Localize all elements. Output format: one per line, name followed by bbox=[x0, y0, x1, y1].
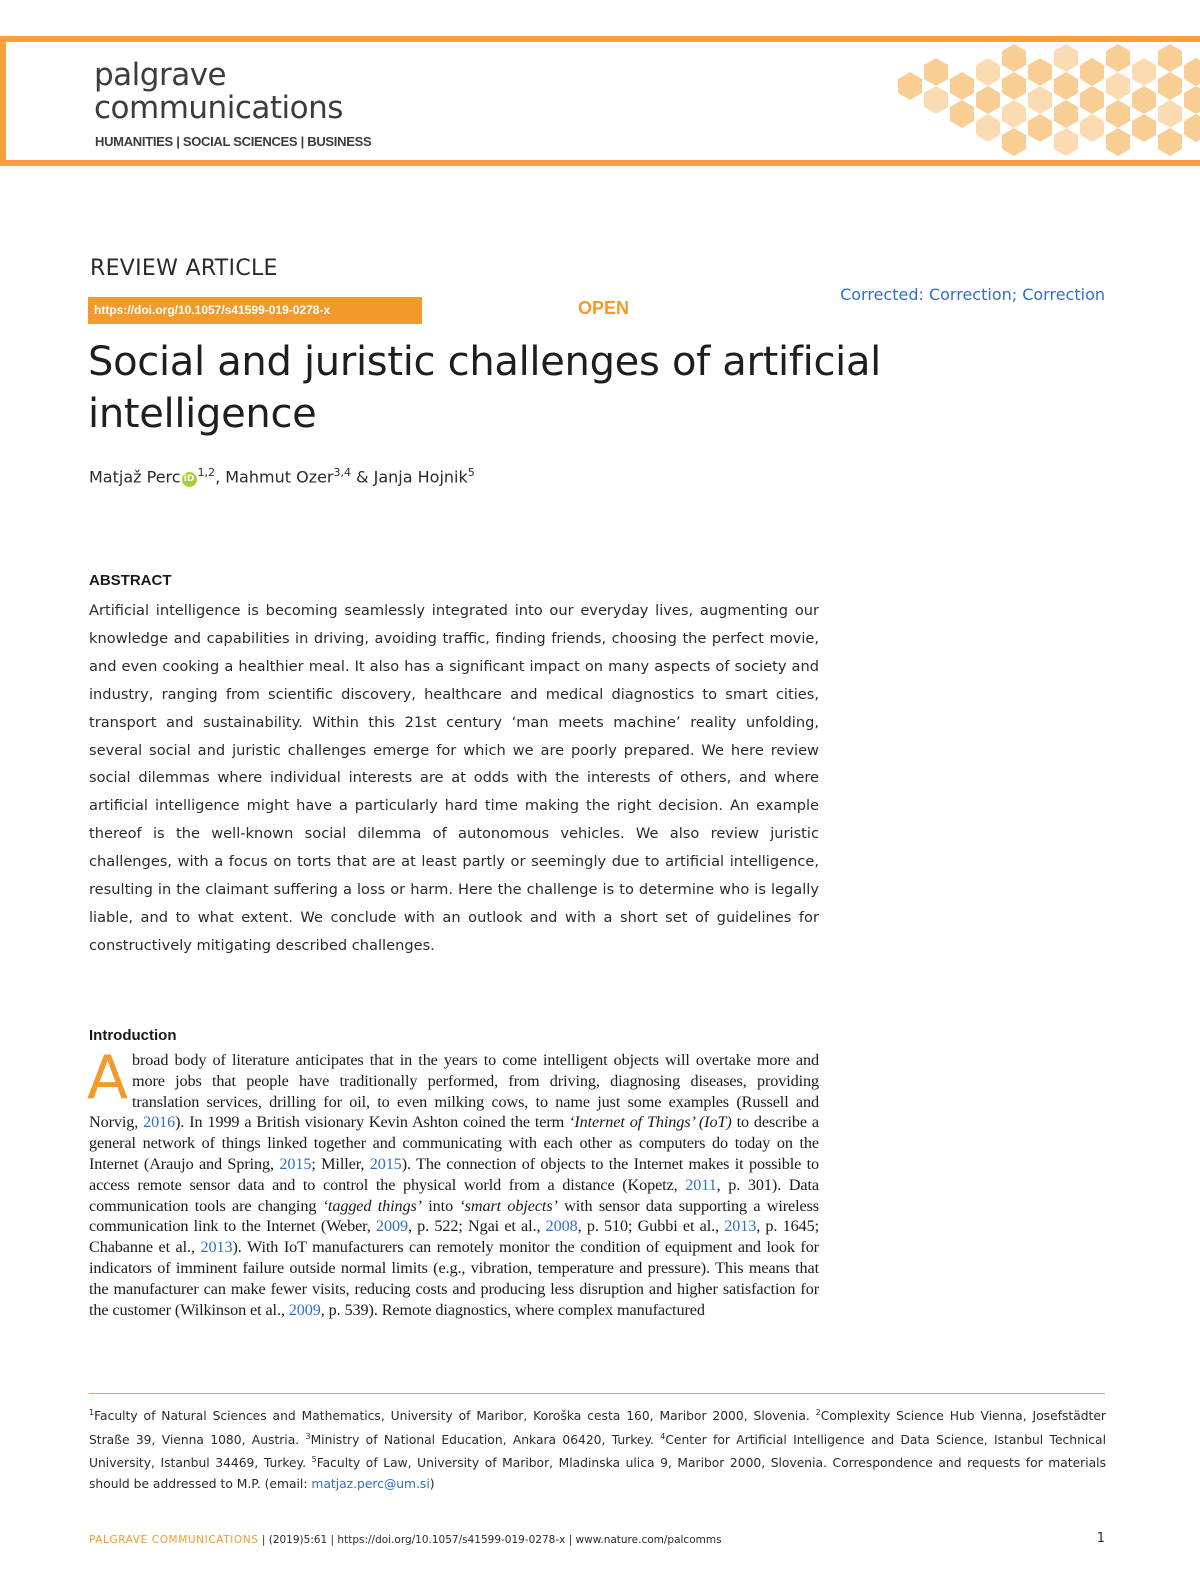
citation-link[interactable]: 2015 bbox=[369, 1154, 402, 1173]
corrected-prefix: Corrected: bbox=[840, 285, 924, 304]
text-run: , p. 522; Ngai et al., bbox=[407, 1217, 546, 1236]
footnote-marker: 1 bbox=[89, 1408, 95, 1417]
introduction-paragraph bbox=[87, 1043, 820, 1320]
correction-links[interactable]: Correction; Correction bbox=[928, 285, 1105, 304]
citation-link[interactable]: 2016 bbox=[143, 1113, 176, 1132]
citation-link[interactable]: 2008 bbox=[545, 1217, 578, 1236]
citation-link[interactable]: 2009 bbox=[376, 1217, 408, 1236]
author-affiliation: 3,4 bbox=[333, 466, 351, 479]
footer-journal-name: PALGRAVE COMMUNICATIONS bbox=[89, 1534, 259, 1546]
text-run: ). The connection of objects to the Internet makes it possible to access remote sensor data and to control the physical world from a distance (Kopetz, bbox=[89, 1154, 820, 1194]
affiliations-footnote bbox=[89, 1403, 1106, 1494]
introduction-heading: Introduction bbox=[89, 1027, 177, 1044]
author-affiliation: 1,2 bbox=[197, 466, 216, 479]
author-name[interactable]: Matjaž Perc bbox=[89, 467, 181, 487]
author-name[interactable]: Janja Hojnik bbox=[373, 467, 468, 487]
orcid-icon[interactable]: iD bbox=[182, 472, 197, 487]
citation-link[interactable]: 2009 bbox=[288, 1300, 321, 1319]
affiliation-text: Complexity Science Hub Vienna, Josefstädter Straße 39, Vienna 1080, Austria. bbox=[89, 1409, 1106, 1447]
term-smart-objects: ‘smart objects’ bbox=[459, 1196, 558, 1215]
abstract-heading: ABSTRACT bbox=[89, 572, 172, 589]
citation-link[interactable]: 2015 bbox=[279, 1154, 312, 1173]
author-separator: , bbox=[215, 467, 226, 487]
hexagon-pattern-icon bbox=[870, 42, 1200, 160]
article-title: Social and juristic challenges of artificial intelligence bbox=[88, 339, 881, 437]
term-tagged-things: ‘tagged things’ bbox=[322, 1196, 422, 1215]
text-run: broad body of literature anticipates that in the years to come intelligent objects will overtake more and more jobs that people have traditionally performed, from driving, diagnosing diseases, providing translation services, drilling for oil, to even milking cows, to name just some examples (Russell and Norvig, bbox=[89, 1051, 819, 1132]
brand-tagline: HUMANITIES | SOCIAL SCIENCES | BUSINESS bbox=[95, 134, 372, 149]
citation-link[interactable]: 2013 bbox=[200, 1238, 233, 1257]
brand-name-line2: communications bbox=[94, 90, 343, 126]
open-access-label: OPEN bbox=[578, 298, 630, 318]
author-list bbox=[89, 466, 475, 487]
footer-citation: | (2019)5:61 | https://doi.org/10.1057/s41599-019-0278-x | www.nature.com/palcomms bbox=[258, 1534, 722, 1546]
text-run: ). In 1999 a British visionary Kevin Ashton coined the term bbox=[175, 1113, 570, 1132]
author-separator: & bbox=[350, 467, 374, 487]
text-run: ). With IoT manufacturers can remotely monitor the condition of equipment and look for indicators of imminent failure outside normal limits (e.g., vibration, temperature and pressure). This means that the manufacturer can make fewer visits, reducing costs and producing less disruption and higher satisfaction for the customer (Wilkinson et al., bbox=[89, 1238, 819, 1319]
term-iot: ‘Internet of Things’ (IoT) bbox=[569, 1113, 732, 1132]
brand-name-line1: palgrave bbox=[94, 57, 227, 93]
footnote-marker: 2 bbox=[815, 1408, 821, 1417]
affiliation-text: Ministry of National Education, Ankara 06420, Turkey. bbox=[310, 1432, 661, 1447]
affiliation-text: Faculty of Law, University of Maribor, Mladinska ulica 9, Maribor 2000, Slovenia. Correspondence and requests for materials should be addressed to M.P. (email: bbox=[89, 1456, 1106, 1491]
footnote-marker: 3 bbox=[305, 1431, 311, 1441]
citation-link[interactable]: 2011 bbox=[685, 1175, 717, 1194]
article-type-label: REVIEW ARTICLE bbox=[90, 256, 278, 281]
text-run: , p. 1645; Chabanne et al., bbox=[89, 1217, 819, 1257]
journal-banner bbox=[0, 36, 1200, 166]
author-name[interactable]: Mahmut Ozer bbox=[225, 467, 334, 487]
text-run: , p. 510; Gubbi et al., bbox=[577, 1217, 725, 1236]
doi-link[interactable]: https://doi.org/10.1057/s41599-019-0278-x bbox=[88, 297, 422, 324]
affiliation-text: ) bbox=[429, 1476, 435, 1491]
text-run: to describe a general network of things linked together and communicating with each other as computers do today on the Internet (Araujo and Spring, bbox=[89, 1113, 819, 1173]
drop-cap: A bbox=[87, 1043, 128, 1113]
footnote-marker: 5 bbox=[311, 1455, 317, 1464]
text-run: , p. 301). Data communication tools are changing bbox=[89, 1175, 819, 1215]
text-run: with sensor data supporting a wireless communication link to the Internet (Weber, bbox=[89, 1196, 819, 1236]
page-footer bbox=[89, 1534, 722, 1546]
email-link[interactable]: matjaz.perc@um.si bbox=[311, 1476, 430, 1491]
footnote-marker: 4 bbox=[660, 1431, 666, 1441]
abstract-text: Artificial intelligence is becoming seamlessly integrated into our everyday lives, augmenting our knowledge and capabilities in driving, avoiding traffic, finding friends, choosing the perfect movie, and even cooking a healthier meal. It also has a significant impact on many aspects of society and industry, ranging from scientific discovery, healthcare and medical diagnostics to smart cities, transport and sustainability. Within this 21st century ‘man meets machine’ reality unfolding, several social and juristic challenges emerge for which we are poorly prepared. We here review social dilemmas where individual interests are at odds with the interests of others, and where artificial intelligence might have a particularly hard time making the right decision. An example thereof is the well-known social dilemma of autonomous vehicles. We also review juristic challenges, with a focus on torts that are at least partly or seemingly due to artificial intelligence, resulting in the claimant suffering a loss or harm. Here the challenge is to determine who is legally liable, and to what extent. We conclude with an outlook and with a short set of guidelines for constructively mitigating described challenges. bbox=[89, 602, 819, 954]
citation-link[interactable]: 2013 bbox=[724, 1217, 757, 1236]
corrected-notice bbox=[840, 285, 1105, 304]
footnote-divider bbox=[89, 1393, 1105, 1394]
affiliation-text: Faculty of Natural Sciences and Mathematics, University of Maribor, Koroška cesta 160, Maribor 2000, Slovenia. bbox=[94, 1409, 816, 1424]
page-number: 1 bbox=[1096, 1531, 1105, 1546]
text-run: into bbox=[421, 1196, 460, 1215]
affiliation-text: Center for Artificial Intelligence and Data Science, Istanbul Technical University, Istanbul 34469, Turkey. bbox=[89, 1432, 1107, 1471]
text-run: , p. 539). Remote diagnostics, where complex manufactured bbox=[320, 1300, 705, 1319]
author-affiliation: 5 bbox=[467, 466, 475, 479]
text-run: ; Miller, bbox=[311, 1154, 370, 1173]
